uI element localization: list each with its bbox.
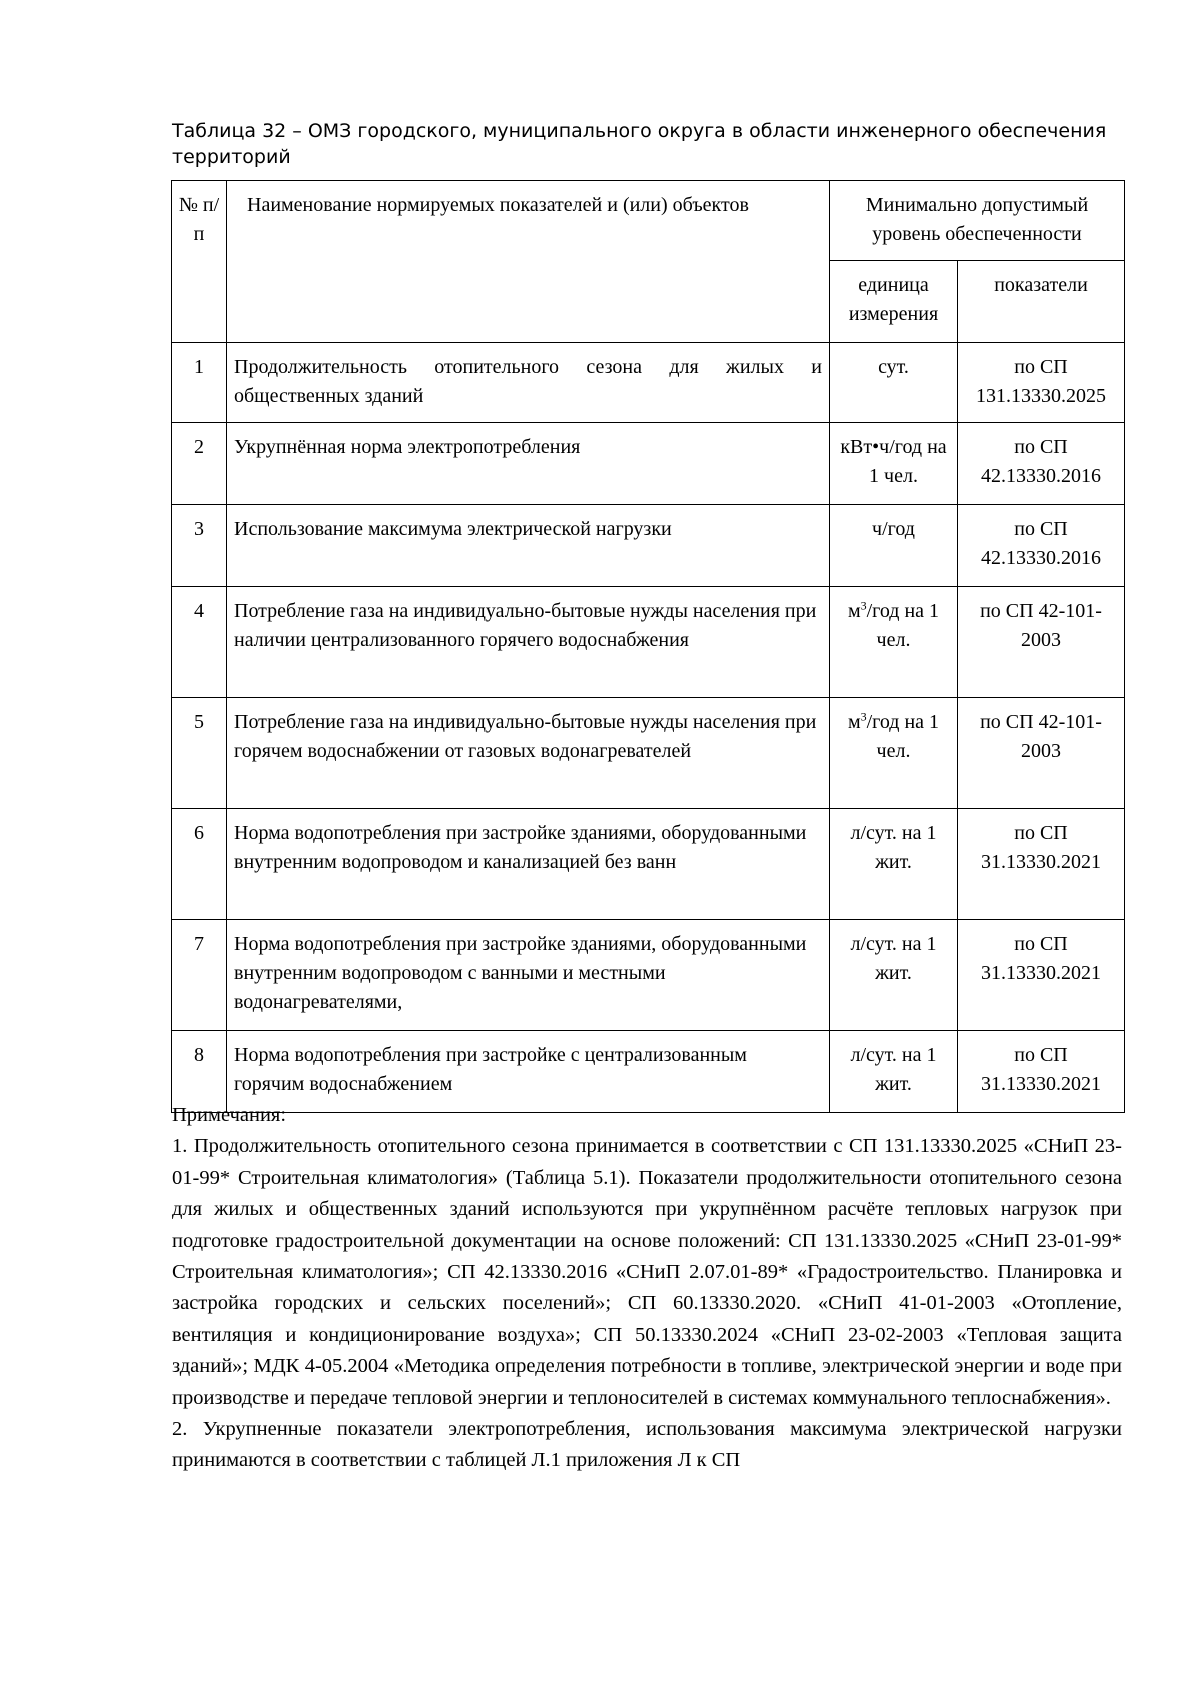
row-value: по СП 42-101-2003	[958, 587, 1125, 698]
row-num: 3	[172, 505, 227, 587]
table-row	[172, 809, 1125, 920]
table-row	[172, 343, 1125, 423]
row-name: Норма водопотребления при застройке с централизованным горячим водоснабжением	[227, 1031, 830, 1113]
row-value: по СП 42.13330.2016	[958, 423, 1125, 505]
notes-title: Примечания:	[172, 1104, 287, 1126]
row-num: 8	[172, 1031, 227, 1113]
row-unit: ч/год	[830, 505, 958, 587]
row-name: Потребление газа на индивидуально-бытовые нужды населения при наличии централизованного горячего водоснабжения	[227, 587, 830, 698]
row-value: по СП 42.13330.2016	[958, 505, 1125, 587]
row-name: Норма водопотребления при застройке зданиями, оборудованными внутренним водопроводом и канализацией без ванн	[227, 809, 830, 920]
header-level: Минимально допустимый уровень обеспеченности	[830, 181, 1125, 261]
table-row	[172, 698, 1125, 809]
row-num: 6	[172, 809, 227, 920]
note-item: 1. Продолжительность отопительного сезона принимается в соответствии с СП 131.13330.2025 «СНиП 23-01-99* Строительная климатология» (Таблица 5.1). Показатели продолжительности отопительного сезона для жилых и общественных зданий используются при укрупнённом расчёте тепловых нагрузок при подготовке градостроительной документации на основе положений: СП 131.13330.2025 «СНиП 23-01-99* Строительная климатология»; СП 42.13330.2016 «СНиП 2.07.01-89* «Градостроительство. Планировка и застройка городских и сельских поселений»; СП 60.13330.2020. «СНиП 41-01-2003 «Отопление, вентиляция и кондиционирование воздуха»; СП 50.13330.2024 «СНиП 23-02-2003 «Тепловая защита зданий»; МДК 4-05.2004 «Методика определения потребности в топливе, электрической энергии и воде при производстве и передаче тепловой энергии и теплоносителей в системах коммунального теплоснабжения».	[172, 1135, 1122, 1409]
row-unit: $м^3$/год на 1 чел.	[830, 698, 958, 809]
table-row	[172, 505, 1125, 587]
row-unit: $м^3$/год на 1 чел.	[830, 587, 958, 698]
row-name: Потребление газа на индивидуально-бытовые нужды населения при горячем водоснабжении от газовых водонагревателей	[227, 698, 830, 809]
row-name: Норма водопотребления при застройке зданиями, оборудованными внутренним водопроводом с ванными и местными водонагревателями,	[227, 920, 830, 1031]
row-num: 5	[172, 698, 227, 809]
table-caption: Таблица 32 – ОМЗ городского, муниципального округа в области инженерного обеспечения территорий	[172, 120, 1107, 168]
row-value: по СП 42-101-2003	[958, 698, 1125, 809]
row-unit: л/сут. на 1 жит.	[830, 809, 958, 920]
table-row	[172, 587, 1125, 698]
row-name: Продолжительность отопительного сезона для жилых и общественных зданий	[227, 343, 830, 423]
row-unit: сут.	[830, 343, 958, 423]
row-unit: кВт•ч/год на 1 чел.	[830, 423, 958, 505]
row-num: 1	[172, 343, 227, 423]
row-value: по СП 31.13330.2021	[958, 809, 1125, 920]
row-unit: л/сут. на 1 жит.	[830, 1031, 958, 1113]
row-num: 7	[172, 920, 227, 1031]
norms-table	[171, 180, 1125, 1113]
note-item: 2. Укрупненные показатели электропотребления, использования максимума электрической нагрузки принимаются в соответствии с таблицей Л.1 приложения Л к СП	[172, 1418, 1122, 1472]
header-unit: единица измерения	[830, 261, 958, 343]
header-name: Наименование нормируемых показателей и (или) объектов	[227, 181, 830, 343]
row-num: 2	[172, 423, 227, 505]
header-value: показатели	[958, 261, 1125, 343]
notes-section	[172, 1100, 1122, 1477]
row-name: Укрупнённая норма электропотребления	[227, 423, 830, 505]
table-row	[172, 920, 1125, 1031]
row-unit: л/сут. на 1 жит.	[830, 920, 958, 1031]
header-num: № п/п	[172, 181, 227, 343]
row-value: по СП 131.13330.2025	[958, 343, 1125, 423]
table-row	[172, 423, 1125, 505]
row-num: 4	[172, 587, 227, 698]
row-value: по СП 31.13330.2021	[958, 1031, 1125, 1113]
row-value: по СП 31.13330.2021	[958, 920, 1125, 1031]
row-name: Использование максимума электрической нагрузки	[227, 505, 830, 587]
